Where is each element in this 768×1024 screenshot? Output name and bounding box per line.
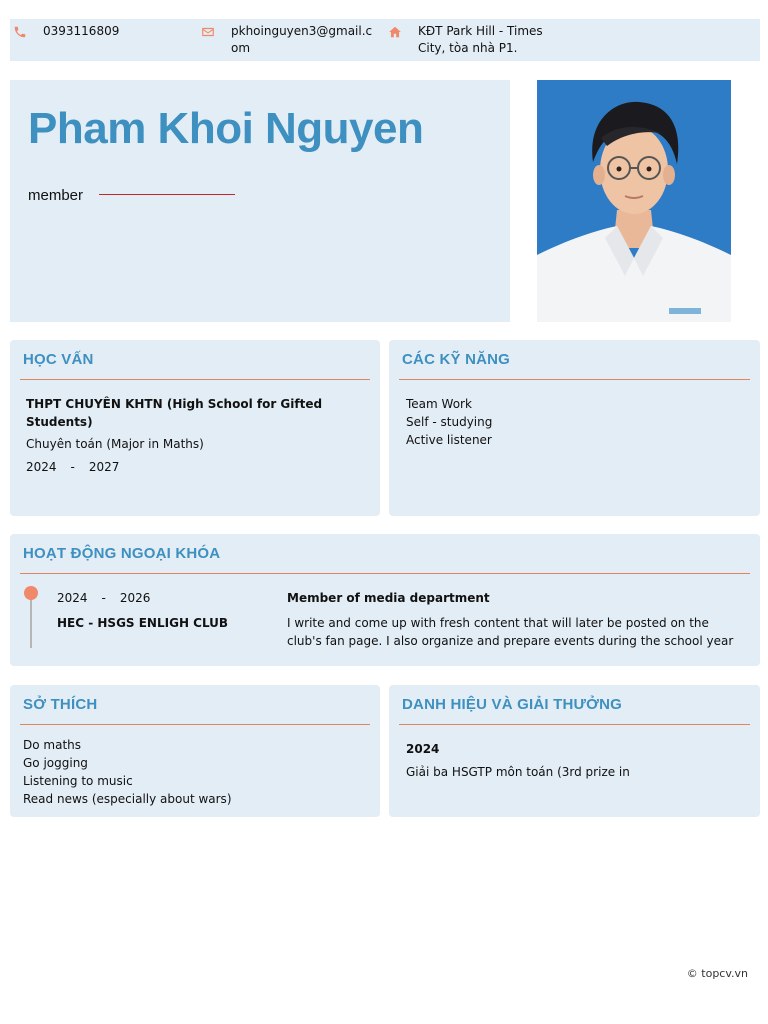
education-years [26, 458, 119, 476]
header-panel [10, 80, 510, 322]
address-text: KĐT Park Hill - Times City, tòa nhà P1. [418, 24, 543, 55]
education-title: HỌC VẤN [23, 351, 94, 368]
portrait-image [537, 80, 731, 322]
school-name: THPT CHUYÊN KHTN (High School for Gifted Students) [26, 397, 323, 429]
awards-title: DANH HIỆU VÀ GIẢI THƯỞNG [402, 696, 623, 713]
activity-position: Member of media department [287, 591, 490, 605]
skills-section [389, 340, 760, 516]
activities-section [10, 534, 760, 666]
hobbies-divider [20, 724, 370, 725]
skill-item: Team Work [406, 397, 472, 411]
hobby-item: Do maths [23, 738, 82, 752]
activities-divider [20, 573, 750, 574]
education-end-year: 2027 [88, 460, 120, 474]
home-icon [388, 25, 402, 39]
phone-icon [13, 25, 27, 39]
major-text: Chuyên toán (Major in Maths) [26, 437, 204, 451]
phone-text[interactable]: 0393116809 [43, 24, 120, 38]
timeline-dot [24, 586, 38, 600]
activity-years [57, 589, 150, 607]
footer-credit[interactable]: © topcv.vn [686, 967, 748, 980]
hobby-item: Read news (especially about wars) [23, 792, 232, 806]
skills-divider [399, 379, 750, 380]
hobbies-title: SỞ THÍCH [23, 696, 98, 713]
education-divider [20, 379, 370, 380]
activity-organization: HEC - HSGS ENLIGH CLUB [57, 616, 229, 630]
skill-item: Self - studying [406, 415, 493, 429]
activity-end-year: 2026 [119, 591, 151, 605]
education-start-year: 2024 [26, 460, 57, 474]
profile-photo [537, 80, 731, 322]
activity-description: I write and come up with fresh content that will later be posted on the club's fan page. I also organize and prepare events during the school year [287, 616, 734, 648]
email-text[interactable]: pkhoinguyen3@gmail.com [231, 24, 373, 55]
skill-item: Active listener [406, 433, 492, 447]
award-year: 2024 [406, 742, 440, 756]
timeline-line [30, 592, 32, 648]
skills-list [406, 395, 492, 449]
hobby-item: Go jogging [23, 756, 88, 770]
hobbies-section [10, 685, 380, 817]
activities-title: HOẠT ĐỘNG NGOẠI KHÓA [23, 545, 221, 562]
hobby-item: Listening to music [23, 774, 133, 788]
awards-section [389, 685, 760, 817]
awards-divider [399, 724, 750, 725]
candidate-role: member [28, 187, 84, 204]
candidate-name: Pham Khoi Nguyen [28, 104, 424, 153]
activity-start-year: 2024 [57, 591, 88, 605]
education-section [10, 340, 380, 516]
contact-address [388, 23, 558, 57]
hobbies-list [23, 736, 232, 808]
contact-bar [10, 19, 760, 61]
award-text: Giải ba HSGTP môn toán (3rd prize in [406, 765, 630, 779]
year-separator: - [70, 460, 75, 474]
contact-email [201, 23, 377, 57]
year-separator: - [101, 591, 106, 605]
contact-phone [13, 23, 119, 40]
skills-title: CÁC KỸ NĂNG [402, 351, 511, 368]
mail-icon [201, 25, 215, 39]
role-underline [99, 194, 235, 195]
